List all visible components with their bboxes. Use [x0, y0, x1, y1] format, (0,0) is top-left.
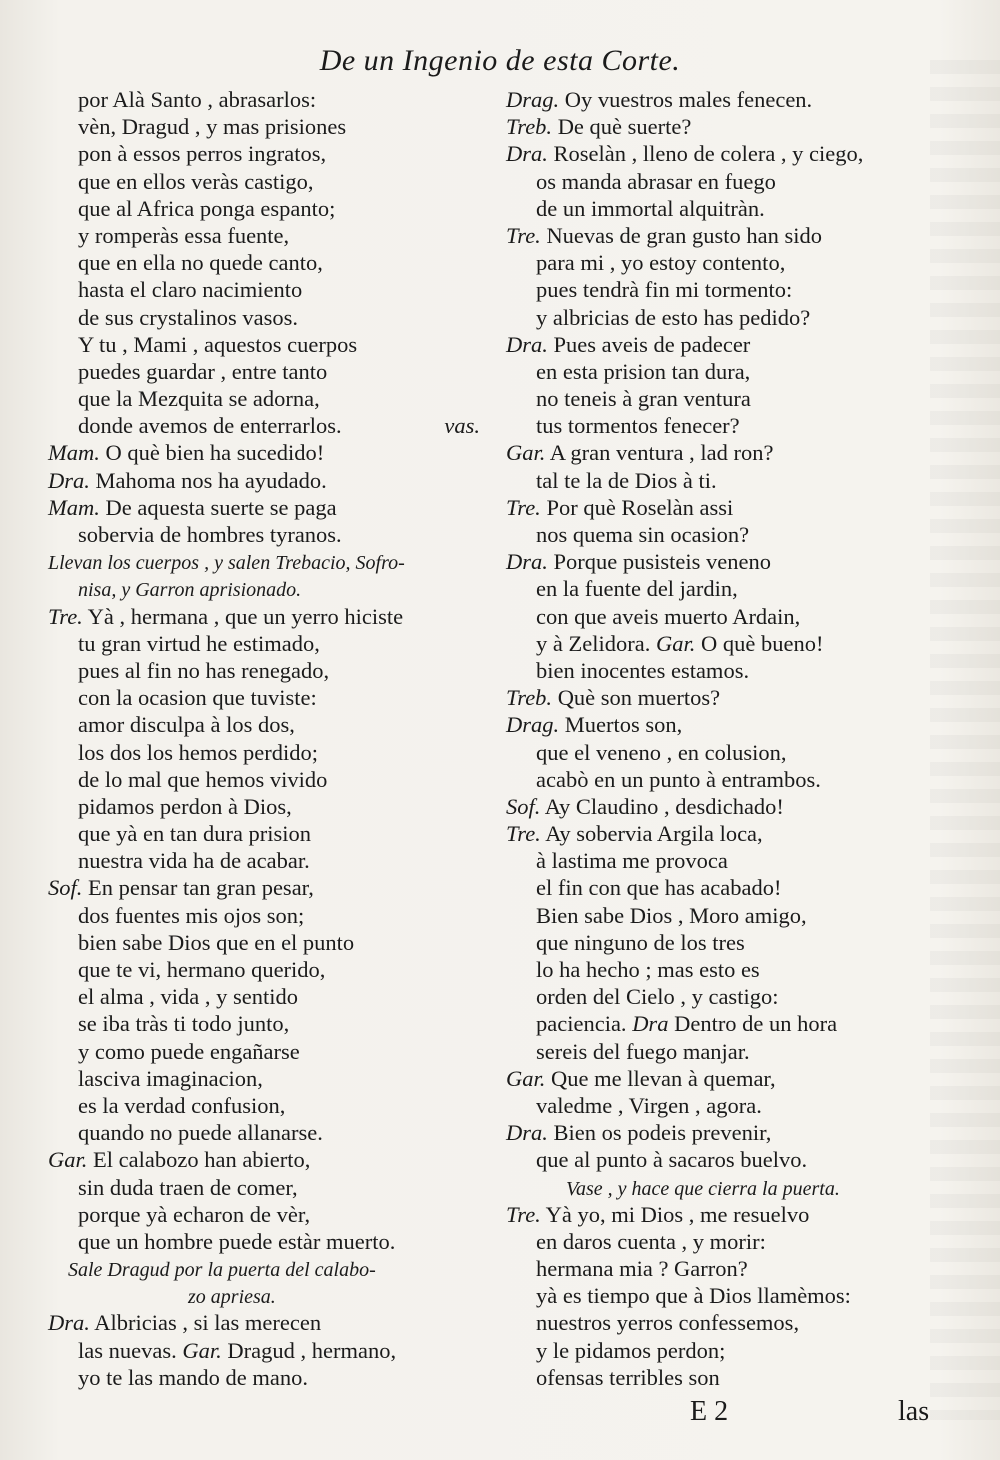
- verse-text: hasta el claro nacimiento: [78, 277, 303, 303]
- verse-line: [48, 929, 480, 956]
- verse-text: quando no puede allanarse.: [78, 1120, 323, 1146]
- verse-line: [48, 168, 480, 195]
- verse-text: en esta prision tan dura,: [536, 358, 751, 384]
- speaker-name: Gar.: [506, 440, 546, 466]
- verse-line: [506, 1146, 946, 1173]
- verse-line: [506, 195, 946, 222]
- verse-text: y albricias de esto has pedido?: [536, 304, 811, 330]
- verse-text: Nuevas de gran gusto han sido: [546, 222, 823, 248]
- verse-line: [506, 548, 946, 575]
- verse-text: vèn, Dragud , y mas prisiones: [78, 114, 347, 140]
- verse-line: [506, 793, 946, 820]
- verse-line: [506, 847, 946, 874]
- verse-text: Yà yo, mi Dios , me resuelvo: [545, 1201, 810, 1227]
- verse-line: [506, 467, 946, 494]
- verse-line: [506, 140, 946, 167]
- verse-text: tu gran virtud he estimado,: [78, 630, 320, 656]
- verse-text: Porque pusisteis veneno: [553, 549, 771, 575]
- verse-line: [48, 793, 480, 820]
- verse-text: Por què Roselàn assi: [546, 494, 734, 520]
- verse-line: [48, 195, 480, 222]
- verse-line: [48, 1065, 480, 1092]
- verse-text: puedes guardar , entre tanto: [78, 358, 328, 384]
- speaker-name: Tre.: [506, 222, 541, 248]
- verse-text: Ay sobervia Argila loca,: [545, 821, 763, 847]
- running-header: De un Ingenio de esta Corte.: [319, 44, 681, 77]
- speaker-name: Tre.: [48, 603, 83, 629]
- verse-text: que en ella no quede canto,: [78, 250, 323, 276]
- verse-line: [506, 1364, 946, 1391]
- verse-text: pidamos perdon à Dios,: [78, 793, 292, 819]
- verse-text: Dentro de un hora: [674, 1011, 838, 1037]
- speaker-name: Dra: [632, 1011, 669, 1037]
- verse-line: [48, 412, 480, 439]
- verse-text: el alma , vida , y sentido: [78, 984, 298, 1010]
- verse-text: con que aveis muerto Ardain,: [536, 603, 801, 629]
- verse-line: [506, 820, 946, 847]
- speaker-name: Mam.: [48, 494, 100, 520]
- verse-line: [48, 1364, 480, 1391]
- verse-text: Oy vuestros males fenecen.: [564, 87, 813, 112]
- verse-text: bien sabe Dios que en el punto: [78, 929, 355, 955]
- verse-line: [48, 983, 480, 1010]
- verse-text: sereis del fuego manjar.: [536, 1038, 750, 1064]
- verse-line: [48, 1119, 480, 1146]
- verse-line: [506, 956, 946, 983]
- verse-text: Que me llevan à quemar,: [551, 1065, 776, 1091]
- verse-text: de sus crystalinos vasos.: [78, 304, 298, 330]
- exit-direction: vas.: [444, 413, 480, 439]
- verse-text: de un immortal alquitràn.: [536, 195, 765, 221]
- stage-direction: nisa, y Garron aprisionado.: [78, 579, 302, 602]
- verse-text: valedme , Virgen , agora.: [536, 1092, 762, 1118]
- verse-line: [48, 657, 480, 684]
- verse-line: [506, 412, 946, 439]
- verse-text: y romperàs essa fuente,: [78, 222, 290, 248]
- speaker-name: Drag.: [506, 87, 560, 112]
- verse-line: [48, 684, 480, 711]
- verse-text: que te vi, hermano querido,: [78, 957, 326, 982]
- verse-text: nos quema sin ocasion?: [536, 522, 750, 547]
- verse-text: El calabozo han abierto,: [93, 1147, 311, 1173]
- verse-text: es la verdad confusion,: [78, 1092, 286, 1118]
- verse-line: [48, 86, 480, 113]
- verse-line: [48, 304, 480, 331]
- verse-text: lasciva imaginacion,: [78, 1065, 263, 1091]
- verse-line: [506, 630, 946, 657]
- verse-line: [48, 1201, 480, 1228]
- verse-text: Bien os podeis prevenir,: [553, 1120, 772, 1146]
- verse-line: [506, 739, 946, 766]
- verse-line: [48, 1174, 480, 1201]
- verse-text: acabò en un punto à entrambos.: [536, 766, 821, 792]
- verse-text: que el veneno , en colusion,: [536, 739, 787, 765]
- verse-line: [506, 1201, 946, 1228]
- verse-line: [506, 983, 946, 1010]
- stage-direction: zo apriesa.: [188, 1286, 276, 1309]
- verse-text: que ninguno de los tres: [536, 929, 745, 955]
- verse-line: [48, 249, 480, 276]
- verse-line: [48, 113, 480, 140]
- verse-text: y como puede engañarse: [78, 1038, 300, 1064]
- verse-text: que un hombre puede estàr muerto.: [78, 1228, 396, 1254]
- verse-text: y le pidamos perdon;: [536, 1337, 726, 1363]
- left-column: [48, 86, 480, 1391]
- verse-text: y à Zelidora.: [536, 630, 651, 656]
- verse-line: [506, 521, 946, 548]
- verse-text: Albricias , si las merecen: [94, 1310, 322, 1336]
- verse-line: [506, 902, 946, 929]
- speaker-name: Dra.: [506, 1120, 548, 1146]
- verse-line: [48, 385, 480, 412]
- verse-text: porque yà echaron de vèr,: [78, 1201, 311, 1227]
- verse-text: De aquesta suerte se paga: [105, 494, 337, 520]
- verse-line: [506, 439, 946, 466]
- verse-text: que al punto à sacaros buelvo.: [536, 1147, 808, 1173]
- verse-text: O què bien ha sucedido!: [105, 440, 325, 466]
- verse-text: nuestra vida ha de acabar.: [78, 848, 310, 874]
- verse-line: [48, 630, 480, 657]
- verse-text: amor disculpa à los dos,: [78, 712, 295, 738]
- verse-text: Y tu , Mami , aquestos cuerpos: [78, 331, 358, 357]
- verse-text: Ay Claudino , desdichado!: [544, 793, 784, 819]
- speaker-name: Drag.: [506, 712, 560, 738]
- verse-line: [506, 1228, 946, 1255]
- signature-mark: E 2: [690, 1396, 729, 1427]
- verse-line: [48, 1038, 480, 1065]
- stage-direction: Llevan los cuerpos , y salen Trebacio, Sofro-: [48, 552, 405, 575]
- speaker-name: Gar.: [182, 1337, 222, 1363]
- verse-text: sin duda traen de comer,: [78, 1174, 298, 1200]
- verse-text: tal te la de Dios à ti.: [536, 467, 717, 493]
- verse-text: para mi , yo estoy contento,: [536, 250, 786, 276]
- speaker-name: Mam.: [48, 440, 100, 466]
- verse-line: [506, 113, 946, 140]
- speaker-name: Sof.: [506, 793, 541, 819]
- verse-text: las nuevas.: [78, 1337, 177, 1363]
- verse-line: [506, 711, 946, 738]
- verse-text: por Alà Santo , abrasarlos:: [78, 87, 317, 112]
- speaker-name: Tre.: [506, 1201, 541, 1227]
- verse-text: que la Mezquita se adorna,: [78, 386, 320, 412]
- verse-line: [506, 222, 946, 249]
- verse-line: [506, 766, 946, 793]
- verse-line: [48, 1228, 480, 1255]
- verse-line: [48, 1255, 480, 1282]
- verse-text: hermana mia ? Garron?: [536, 1256, 748, 1282]
- verse-line: [506, 1119, 946, 1146]
- verse-line: [506, 874, 946, 901]
- stage-direction: Vase , y hace que cierra la puerta.: [566, 1177, 840, 1200]
- verse-text: Muertos son,: [564, 712, 683, 738]
- verse-line: [506, 1092, 946, 1119]
- verse-line: [506, 494, 946, 521]
- verse-line: [506, 1255, 946, 1282]
- right-column: [506, 86, 946, 1391]
- verse-line: [506, 249, 946, 276]
- verse-line: [506, 929, 946, 956]
- verse-line: [48, 521, 480, 548]
- speaker-name: Gar.: [655, 630, 696, 656]
- verse-line: [48, 902, 480, 929]
- verse-line: [48, 439, 480, 466]
- verse-line: [48, 739, 480, 766]
- verse-line: [48, 222, 480, 249]
- verse-text: De què suerte?: [557, 114, 692, 140]
- speaker-name: Dra.: [506, 331, 548, 357]
- verse-line: [506, 603, 946, 630]
- verse-line: [506, 1010, 946, 1037]
- verse-text: à lastima me provoca: [536, 848, 728, 874]
- stage-direction: Sale Dragud por la puerta del calabo-: [68, 1259, 376, 1282]
- verse-text: lo ha hecho ; mas esto es: [536, 957, 760, 982]
- verse-line: [506, 1174, 946, 1201]
- verse-text: paciencia.: [536, 1011, 627, 1037]
- verse-text: pues al fin no has renegado,: [78, 657, 330, 683]
- verse-line: [506, 657, 946, 684]
- verse-line: [48, 766, 480, 793]
- verse-line: [506, 385, 946, 412]
- verse-text: Pues aveis de padecer: [553, 331, 751, 357]
- speaker-name: Gar.: [48, 1147, 88, 1173]
- verse-text: Yà , hermana , que un yerro hiciste: [87, 603, 404, 629]
- verse-line: [506, 1065, 946, 1092]
- speaker-name: Sof.: [48, 875, 83, 901]
- verse-text: en daros cuenta , y morir:: [536, 1228, 766, 1254]
- verse-line: [506, 1038, 946, 1065]
- verse-text: los dos los hemos perdido;: [78, 739, 318, 765]
- verse-line: [506, 304, 946, 331]
- verse-text: no teneis à gran ventura: [536, 386, 751, 412]
- verse-text: ofensas terribles son: [536, 1364, 720, 1390]
- verse-line: [48, 603, 480, 630]
- verse-text: de lo mal que hemos vivido: [78, 766, 328, 792]
- verse-line: [48, 276, 480, 303]
- verse-text: A gran ventura , lad ron?: [549, 440, 774, 466]
- verse-text: Roselàn , lleno de colera , y ciego,: [553, 141, 864, 167]
- speaker-name: Dra.: [48, 467, 90, 493]
- speaker-name: Dra.: [506, 141, 548, 167]
- verse-text: tus tormentos fenecer?: [536, 413, 740, 439]
- verse-text: se iba tràs ti todo junto,: [78, 1011, 290, 1037]
- verse-text: dos fuentes mis ojos son;: [78, 902, 305, 928]
- verse-line: [506, 684, 946, 711]
- verse-line: [48, 494, 480, 521]
- verse-text: orden del Cielo , y castigo:: [536, 984, 779, 1010]
- verse-line: [48, 140, 480, 167]
- verse-text: pon à essos perros ingratos,: [78, 141, 327, 167]
- verse-line: [506, 86, 946, 113]
- verse-text: el fin con que has acabado!: [536, 875, 782, 901]
- verse-line: [506, 168, 946, 195]
- verse-line: [506, 358, 946, 385]
- verse-text: con la ocasion que tuviste:: [78, 685, 317, 711]
- verse-line: [48, 820, 480, 847]
- verse-line: [48, 1282, 480, 1309]
- verse-text: Mahoma nos ha ayudado.: [95, 467, 327, 493]
- verse-line: [48, 711, 480, 738]
- verse-line: [48, 874, 480, 901]
- verse-text: pues tendrà fin mi tormento:: [536, 277, 793, 303]
- catchword: las: [898, 1396, 930, 1427]
- verse-text: bien inocentes estamos.: [536, 657, 750, 683]
- verse-line: [48, 956, 480, 983]
- verse-line: [48, 358, 480, 385]
- verse-text: que al Africa ponga espanto;: [78, 195, 336, 221]
- verse-text: nuestros yerros confessemos,: [536, 1310, 800, 1336]
- verse-text: yà es tiempo que à Dios llamèmos:: [536, 1283, 851, 1309]
- verse-line: [506, 276, 946, 303]
- speaker-name: Gar.: [506, 1065, 546, 1091]
- verse-line: [48, 331, 480, 358]
- verse-text: Bien sabe Dios , Moro amigo,: [536, 902, 807, 928]
- verse-line: [506, 575, 946, 602]
- verse-text: yo te las mando de mano.: [78, 1364, 308, 1390]
- verse-text: sobervia de hombres tyranos.: [78, 522, 342, 547]
- verse-text: O què bueno!: [700, 630, 824, 656]
- verse-line: [48, 575, 480, 602]
- verse-line: [48, 467, 480, 494]
- speaker-name: Treb.: [506, 114, 553, 140]
- speaker-name: Tre.: [506, 821, 541, 847]
- verse-line: [48, 1309, 480, 1336]
- verse-text: donde avemos de enterrarlos.: [78, 413, 342, 439]
- speaker-name: Treb.: [506, 685, 553, 711]
- verse-text: que en ellos veràs castigo,: [78, 168, 314, 194]
- verse-text: os manda abrasar en fuego: [536, 168, 776, 194]
- verse-text: Dragud , hermano,: [227, 1337, 397, 1363]
- speaker-name: Dra.: [506, 549, 548, 575]
- verse-line: [48, 1146, 480, 1173]
- verse-line: [48, 1010, 480, 1037]
- speaker-name: Dra.: [48, 1310, 90, 1336]
- verse-line: [48, 1092, 480, 1119]
- verse-line: [506, 331, 946, 358]
- speaker-name: Tre.: [506, 494, 541, 520]
- verse-line: [506, 1282, 946, 1309]
- verse-line: [506, 1337, 946, 1364]
- verse-line: [48, 1337, 480, 1364]
- verse-line: [48, 847, 480, 874]
- verse-text: que yà en tan dura prision: [78, 821, 312, 847]
- verse-text: en la fuente del jardin,: [536, 576, 738, 602]
- verse-line: [506, 1309, 946, 1336]
- verse-line: [48, 548, 480, 575]
- verse-text: Què son muertos?: [557, 685, 721, 711]
- verse-text: En pensar tan gran pesar,: [88, 875, 314, 901]
